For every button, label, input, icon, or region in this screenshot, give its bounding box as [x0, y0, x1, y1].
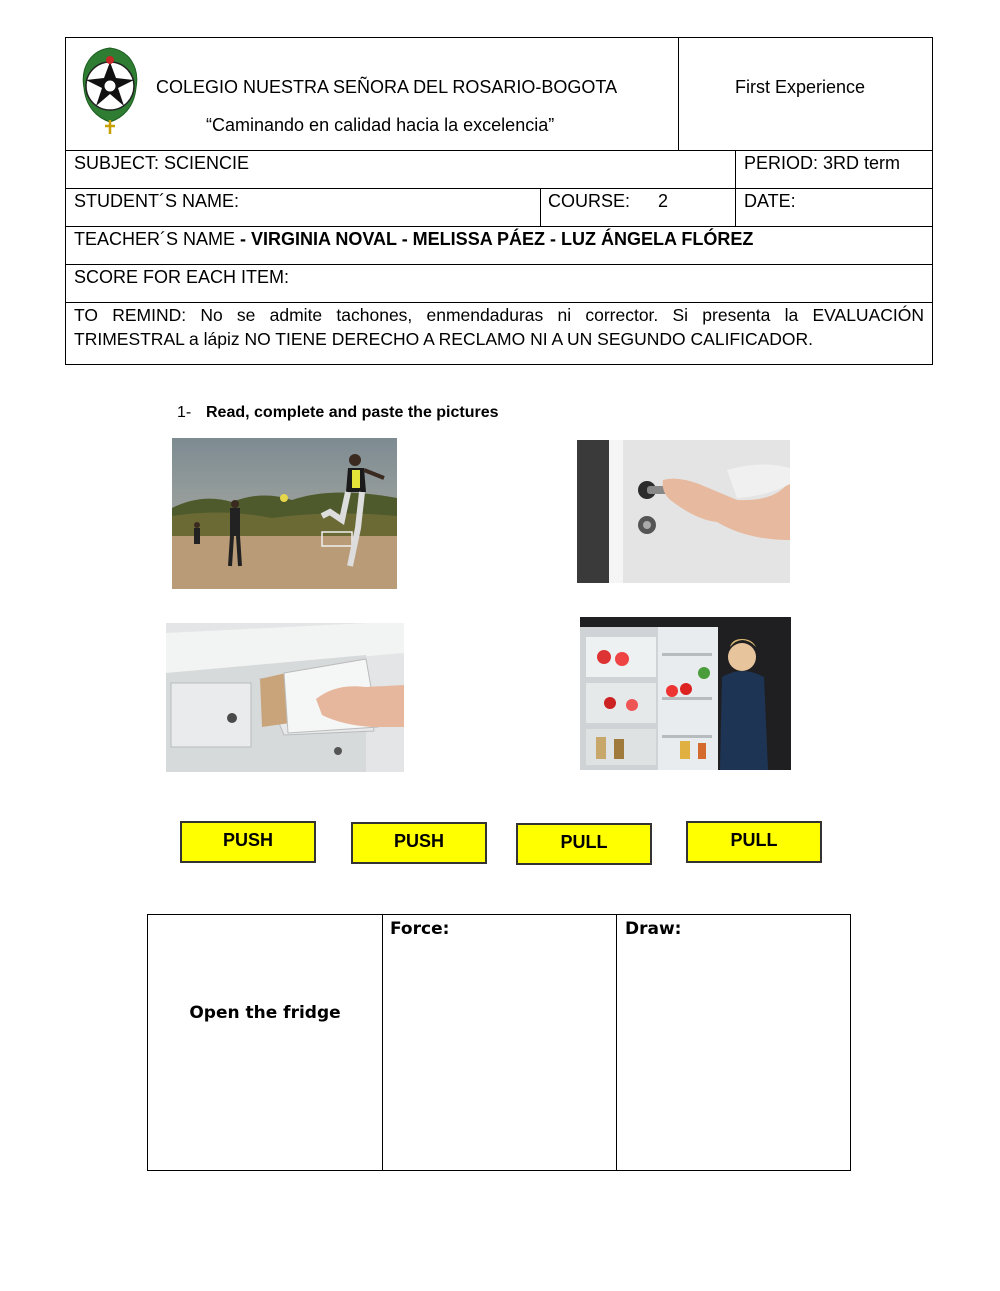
student-name-field[interactable]: STUDENT´S NAME: — [74, 191, 240, 211]
instruction-number: 1- — [177, 404, 192, 421]
word-box-pull-1[interactable]: PULL — [516, 823, 652, 865]
course-label: COURSE: — [548, 191, 631, 211]
drawer-photo — [166, 623, 404, 772]
experience-label: First Experience — [735, 77, 866, 97]
remind-line-2: TRIMESTRAL a lápiz NO TIENE DERECHO A RECLAMO NI A UN SEGUNDO CALIFICADOR. — [74, 329, 814, 349]
subject-field: SUBJECT: SCIENCIE — [74, 153, 250, 173]
word-box-push-1[interactable]: PUSH — [180, 821, 316, 863]
draw-label: Draw: — [625, 919, 682, 939]
door-handle-photo — [577, 440, 790, 583]
date-field[interactable]: DATE: — [744, 191, 796, 211]
soccer-kick-photo — [172, 438, 397, 589]
draw-answer-area[interactable] — [618, 945, 848, 1167]
force-label: Force: — [390, 919, 450, 939]
instruction-text: Read, complete and paste the pictures — [206, 404, 499, 421]
force-answer-area[interactable] — [384, 945, 614, 1167]
teacher-names: - VIRGINIA NOVAL - MELISSA PÁEZ - LUZ ÁNGELA FLÓREZ — [235, 229, 754, 249]
school-crest-logo — [78, 44, 142, 136]
header-table — [65, 37, 933, 365]
school-motto: “Caminando en calidad hacia la excelencia” — [206, 115, 555, 135]
remind-line-1: TO REMIND: No se admite tachones, enmendaduras ni corrector. Si presenta la EVALUACIÓN — [74, 305, 924, 325]
activity-table — [147, 914, 851, 1171]
period-field: PERIOD: 3RD term — [744, 153, 901, 173]
school-name: COLEGIO NUESTRA SEÑORA DEL ROSARIO-BOGOTA — [156, 77, 618, 97]
word-box-push-2[interactable]: PUSH — [351, 822, 487, 864]
teacher-name-row — [74, 228, 753, 250]
teacher-label: TEACHER´S NAME — [74, 229, 236, 249]
score-field: SCORE FOR EACH ITEM: — [74, 267, 290, 287]
action-label: Open the fridge — [189, 1003, 341, 1023]
fridge-photo — [580, 617, 791, 770]
word-box-pull-2[interactable]: PULL — [686, 821, 822, 863]
course-value: 2 — [658, 191, 669, 211]
